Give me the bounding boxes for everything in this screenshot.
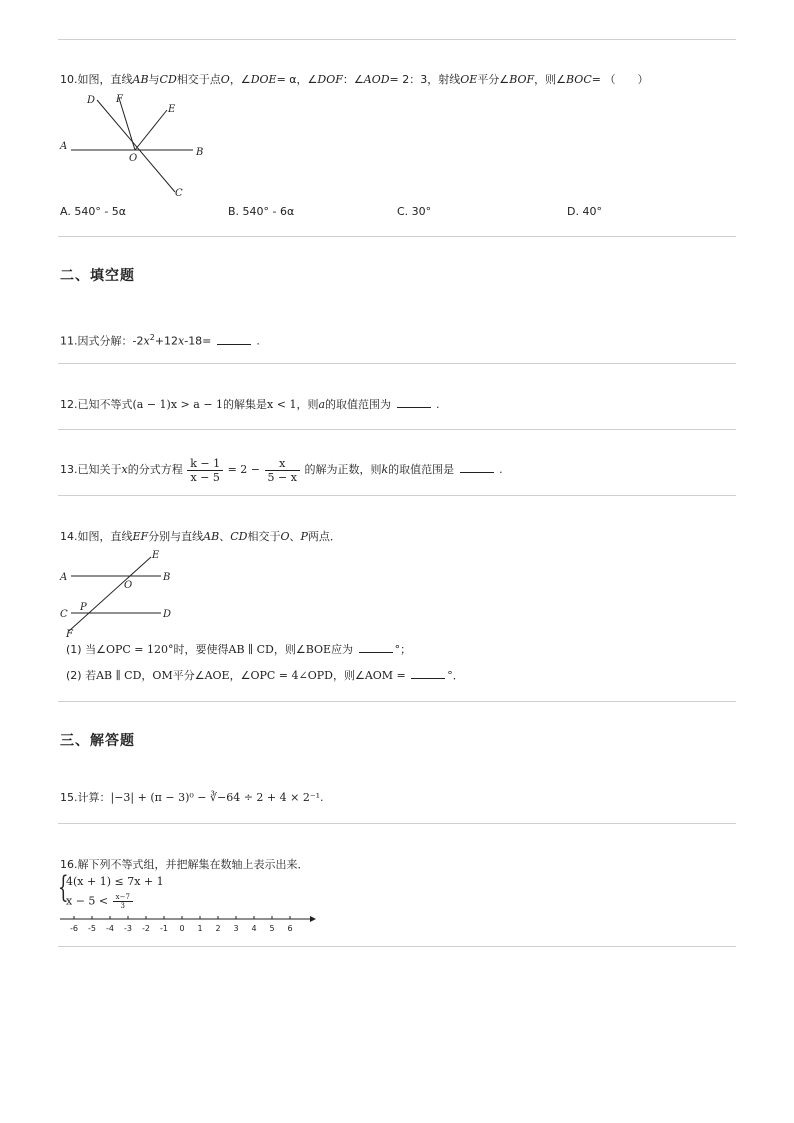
answer-blank[interactable] bbox=[460, 462, 494, 473]
tick-label: -5 bbox=[88, 924, 96, 933]
option-a[interactable]: A. 540° - 5α bbox=[60, 205, 127, 218]
tick-label: 5 bbox=[269, 924, 275, 933]
label-C: C bbox=[60, 609, 68, 620]
option-c[interactable]: C. 30° bbox=[397, 205, 432, 218]
question-14-part-1: (1) 当∠OPC = 120°时，要使得AB ∥ CD，则∠BOE应为 °； bbox=[66, 643, 412, 656]
divider bbox=[58, 236, 736, 237]
question-10-figure bbox=[55, 90, 215, 202]
question-10-stem: 10.如图，直线AB与CD相交于点O，∠DOE= α，∠DOF：∠AOD= 2：3，射线OE平分∠BOF，则∠BOC= （ ） bbox=[60, 73, 649, 86]
tick-label: -2 bbox=[142, 924, 150, 933]
inequality-system bbox=[58, 870, 258, 913]
divider bbox=[58, 495, 736, 496]
question-14-part-2: (2) 若AB ∥ CD，OM平分∠AOE，∠OPC = 4∠OPD，则∠AOM = °． bbox=[66, 669, 464, 682]
divider-bottom bbox=[58, 946, 736, 947]
tick-label: -4 bbox=[106, 924, 114, 933]
label-D: D bbox=[87, 95, 96, 106]
option-d[interactable]: D. 40° bbox=[567, 205, 602, 218]
tick-label: 1 bbox=[197, 924, 203, 933]
line-DC bbox=[97, 100, 175, 192]
label-E: E bbox=[168, 104, 176, 115]
tick-label: 6 bbox=[287, 924, 293, 933]
label-A: A bbox=[60, 572, 68, 583]
divider bbox=[58, 823, 736, 824]
question-14-stem: 14.如图，直线EF分别与直线AB、CD相交于O、P两点． bbox=[60, 530, 341, 543]
brace: { bbox=[58, 870, 69, 905]
inequality-1: 4(x + 1) ≤ 7x + 1 bbox=[66, 875, 164, 888]
line-EF bbox=[69, 557, 151, 631]
label-B: B bbox=[163, 572, 171, 583]
answer-blank[interactable] bbox=[397, 397, 431, 408]
tick-label: 2 bbox=[215, 924, 221, 933]
ray-OF bbox=[119, 98, 135, 150]
label-O: O bbox=[129, 153, 138, 164]
question-11: 11.因式分解：$-2x^2+12x-18=$ . bbox=[60, 333, 260, 348]
tick-label: 3 bbox=[233, 924, 239, 933]
question-16-stem: 16.解下列不等式组，并把解集在数轴上表示出来． bbox=[60, 858, 309, 871]
divider bbox=[58, 363, 736, 364]
answer-blank[interactable] bbox=[359, 642, 393, 653]
label-A: A bbox=[60, 141, 68, 152]
inequality-2: x − 5 < $\frac{x-7}{3}$ bbox=[66, 893, 134, 910]
answer-blank[interactable] bbox=[217, 334, 251, 345]
fraction: $\frac{x}{5 - x}$ bbox=[265, 457, 300, 484]
label-E: E bbox=[152, 550, 160, 561]
tick-label: -1 bbox=[160, 924, 168, 933]
question-15: 15.计算：|−3| + (π − 3)⁰ − ∛−64 ÷ 2 + 4 × 2⁻¹. bbox=[60, 791, 324, 804]
tick-label: 0 bbox=[179, 924, 185, 933]
answer-blank[interactable] bbox=[411, 668, 445, 679]
tick-label: -6 bbox=[70, 924, 78, 933]
section-title-fill-in: 二、填空题 bbox=[60, 268, 135, 284]
label-B: B bbox=[196, 147, 204, 158]
label-C: C bbox=[175, 188, 183, 199]
tick-label: 4 bbox=[251, 924, 257, 933]
label-O: O bbox=[124, 580, 133, 591]
option-b[interactable]: B. 540° - 6α bbox=[228, 205, 295, 218]
divider bbox=[58, 429, 736, 430]
arrow-right-icon bbox=[310, 916, 316, 922]
label-P: P bbox=[80, 602, 87, 613]
question-14-figure bbox=[55, 545, 185, 640]
label-F: F bbox=[116, 94, 123, 105]
label-D: D bbox=[163, 609, 172, 620]
divider-top bbox=[58, 39, 736, 40]
question-12: 12.已知不等式(a − 1)x > a − 1的解集是x < 1，则a的取值范围为 . bbox=[60, 398, 440, 411]
label-F: F bbox=[66, 629, 73, 640]
divider bbox=[58, 701, 736, 702]
number-line bbox=[58, 912, 318, 936]
fraction: $\frac{k - 1}{x - 5}$ bbox=[187, 457, 223, 484]
question-13: 13.已知关于x的分式方程 $\frac{k - 1}{x - 5}$ = 2 − $\frac{x}{5 - x}$ 的解为正数，则k的取值范围是 . bbox=[60, 456, 503, 484]
ray-OE bbox=[135, 110, 167, 150]
section-title-solve: 三、解答题 bbox=[60, 733, 135, 749]
tick-label: -3 bbox=[124, 924, 132, 933]
